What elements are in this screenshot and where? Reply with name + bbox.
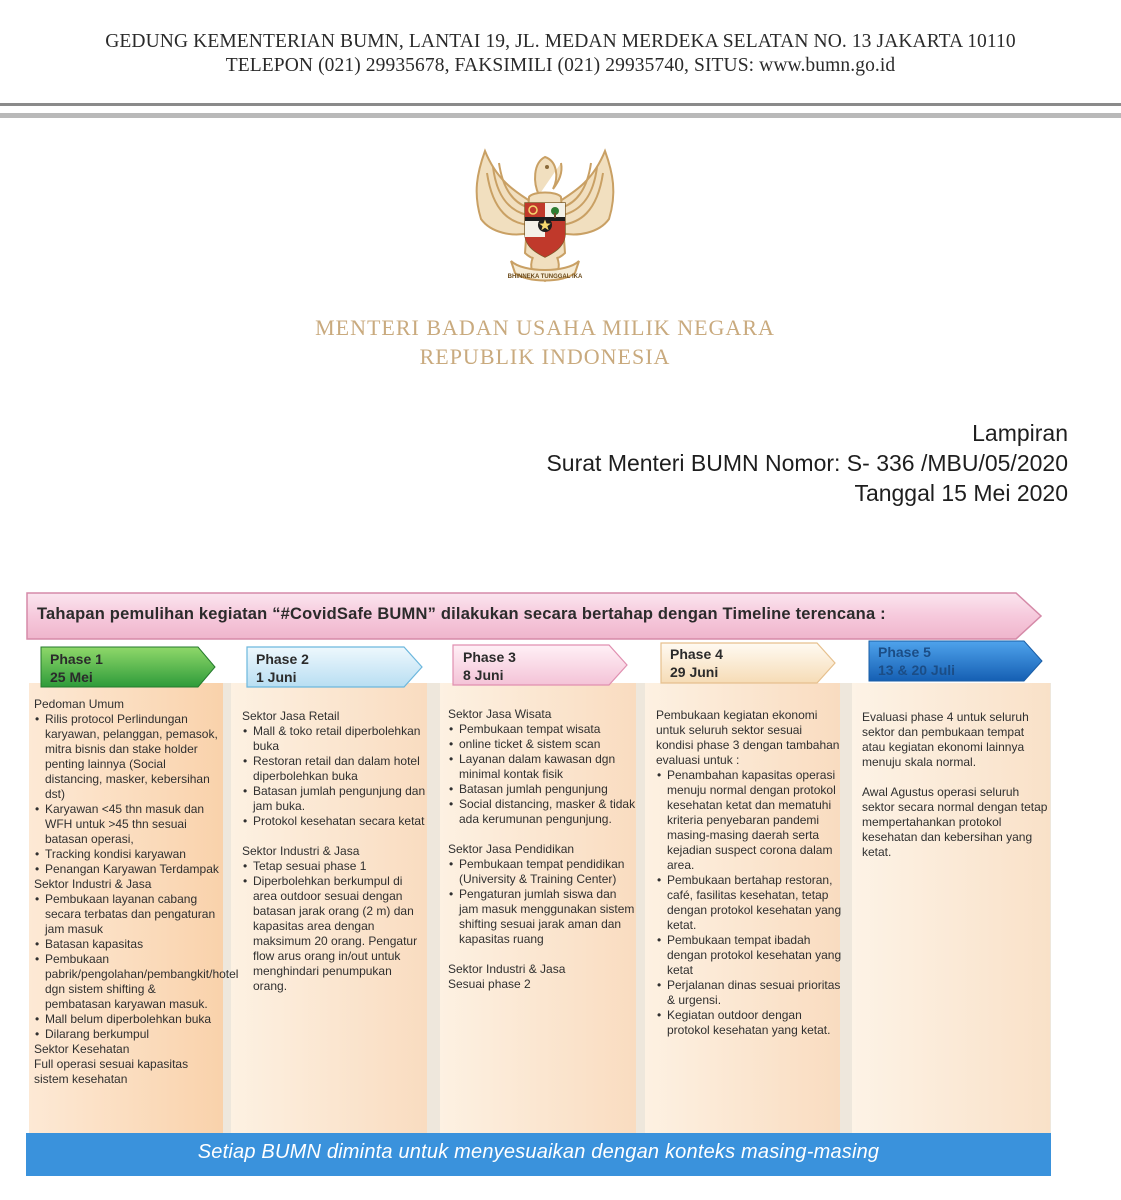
bullet-list <box>242 859 428 994</box>
list-item: • Penangan Karyawan Terdampak <box>34 862 224 877</box>
phase-3-content <box>448 707 636 992</box>
phase-1-header <box>50 650 103 686</box>
section-text: Sektor Kesehatan <box>34 1042 130 1056</box>
spacer <box>242 829 428 844</box>
ministry-title-line1: MENTERI BADAN USAHA MILIK NEGARA <box>315 315 775 340</box>
bullet-list <box>448 722 636 827</box>
attachment-label: Lampiran <box>972 420 1068 446</box>
section-text: Sektor Industri & Jasa <box>242 844 360 858</box>
list-item: • Pembukaan tempat wisata <box>448 722 636 737</box>
phase-3-date: 8 Juni <box>463 667 504 683</box>
letterhead-divider-secondary <box>0 113 1121 118</box>
list-item: • Batasan jumlah pengunjung <box>448 782 636 797</box>
list-item: • Pembukaan pabrik/pengolahan/pembangkit/hotel dgn sistem shifting & pembatasan karyawan masuk. <box>34 952 224 1012</box>
section-text: Pedoman Umum <box>34 697 125 711</box>
phase-2-name: Phase 2 <box>256 651 309 667</box>
list-item: • Kegiatan outdoor dengan protokol kesehatan yang ketat. <box>656 1008 842 1038</box>
banner-title: Tahapan pemulihan kegiatan “#CovidSafe BUMN” dilakukan secara bertahap dengan Timeline terencana : <box>37 605 886 623</box>
section-text: Sektor Jasa Pendidikan <box>448 842 575 856</box>
attachment-reference <box>546 418 1068 508</box>
attachment-letter-number: Surat Menteri BUMN Nomor: S- 336 /MBU/05/2020 <box>546 450 1068 476</box>
list-item: • Tracking kondisi karyawan <box>34 847 224 862</box>
phase-2-content <box>242 709 428 994</box>
list-item: • online ticket & sistem scan <box>448 737 636 752</box>
letterhead <box>0 30 1121 78</box>
garuda-emblem-icon <box>463 133 627 301</box>
list-item: • Batasan kapasitas <box>34 937 224 952</box>
phase-2-header <box>256 650 309 686</box>
bullet-list <box>34 712 224 877</box>
letterhead-divider <box>0 103 1121 106</box>
section-text: Pembukaan kegiatan ekonomi untuk seluruh sektor sesuai kondisi phase 3 dengan tambahan evaluasi untuk : <box>656 708 840 767</box>
phase-3-name: Phase 3 <box>463 649 516 665</box>
section-text: Awal Agustus operasi seluruh sektor secara normal dengan tetap mempertahankan protokol kesehatan dan kebersihan yang ketat. <box>862 785 1048 859</box>
phase-2-date: 1 Juni <box>256 669 297 685</box>
list-item: • Rilis protocol Perlindungan karyawan, pelanggan, pemasok, mitra bisnis dan stake holder penting lainnya (Social distancing, masker, kebersihan dst) <box>34 712 224 802</box>
letterhead-contact: TELEPON (021) 29935678, FAKSIMILI (021) 29935740, SITUS: www.bumn.go.id <box>225 55 896 76</box>
phase-5-name: Phase 5 <box>878 644 931 660</box>
phase-5-date: 13 & 20 Juli <box>878 662 956 678</box>
phase-1-name: Phase 1 <box>50 651 103 667</box>
list-item: • Pembukaan layanan cabang secara terbatas dan pengaturan jam masuk <box>34 892 224 937</box>
section-text: Sektor Jasa Wisata <box>448 707 552 721</box>
list-item: • Dilarang berkumpul <box>34 1027 224 1042</box>
list-item: • Tetap sesuai phase 1 <box>242 859 428 874</box>
section-text: Full operasi sesuai kapasitas sistem kesehatan <box>34 1057 189 1086</box>
list-item: • Social distancing, masker & tidak ada kerumunan pengunjung. <box>448 797 636 827</box>
list-item: • Protokol kesehatan secara ketat <box>242 814 428 829</box>
phase-4-content <box>656 708 842 1038</box>
phase-3-header <box>463 648 516 684</box>
phase-5-content <box>862 710 1050 860</box>
spacer <box>862 770 1050 785</box>
phase-4-date: 29 Juni <box>670 664 719 680</box>
ministry-title-line2: REPUBLIK INDONESIA <box>419 344 671 369</box>
phase-4-header <box>670 645 723 681</box>
list-item: • Perjalanan dinas sesuai prioritas & urgensi. <box>656 978 842 1008</box>
list-item: • Pengaturan jumlah siswa dan jam masuk menggunakan sistem shifting sesuai jarak aman dan kapasitas ruang <box>448 887 636 947</box>
phase-4-name: Phase 4 <box>670 646 723 662</box>
section-text: Sektor Industri & Jasa <box>34 877 152 891</box>
spacer <box>448 947 636 962</box>
spacer <box>448 827 636 842</box>
footer-note: Setiap BUMN diminta untuk menyesuaikan dengan konteks masing-masing <box>197 1141 880 1163</box>
letterhead-address: GEDUNG KEMENTERIAN BUMN, LANTAI 19, JL. MEDAN MERDEKA SELATAN NO. 13 JAKARTA 10110 <box>105 31 1016 52</box>
section-text: Evaluasi phase 4 untuk seluruh sektor dan pembukaan tempat atau kegiatan ekonomi lainnya menuju skala normal. <box>862 710 1029 769</box>
section-text: Sesuai phase 2 <box>448 977 531 991</box>
list-item: • Diperbolehkan berkumpul di area outdoor sesuai dengan batasan jarak orang (2 m) dan kapasitas area dengan maksimum 20 orang. Pengatur flow arus orang in/out untuk menghindari penumpukan orang. <box>242 874 428 994</box>
attachment-date: Tanggal 15 Mei 2020 <box>854 480 1068 506</box>
emblem-motto: BHINNEKA TUNGGAL IKA <box>507 274 583 280</box>
section-text: Sektor Industri & Jasa <box>448 962 566 976</box>
bullet-list <box>448 857 636 947</box>
ministry-title <box>0 313 1090 371</box>
bullet-list <box>34 892 239 1042</box>
bullet-list <box>656 768 842 1038</box>
phase-1-content <box>34 697 239 1087</box>
list-item: • Restoran retail dan dalam hotel diperbolehkan buka <box>242 754 428 784</box>
list-item: • Mall & toko retail diperbolehkan buka <box>242 724 428 754</box>
list-item: • Mall belum diperbolehkan buka <box>34 1012 224 1027</box>
list-item: • Penambahan kapasitas operasi menuju normal dengan protokol kesehatan ketat dan mematuhi kriteria penyebaran pandemi masing-masing daerah serta kejadian suspect corona dalam area. <box>656 768 842 873</box>
list-item: • Layanan dalam kawasan dgn minimal kontak fisik <box>448 752 636 782</box>
section-text: Sektor Jasa Retail <box>242 709 340 723</box>
phase-5-header <box>878 643 955 679</box>
bullet-list <box>242 724 428 829</box>
list-item: • Pembukaan tempat ibadah dengan protokol kesehatan yang ketat <box>656 933 842 978</box>
phase-1-date: 25 Mei <box>50 669 93 685</box>
list-item: • Karyawan <45 thn masuk dan WFH untuk >45 thn sesuai batasan operasi, <box>34 802 224 847</box>
list-item: • Batasan jumlah pengunjung dan jam buka. <box>242 784 428 814</box>
list-item: • Pembukaan bertahap restoran, café, fasilitas kesehatan, tetap dengan protokol kesehatan yang ketat. <box>656 873 842 933</box>
list-item: • Pembukaan tempat pendidikan (University & Training Center) <box>448 857 636 887</box>
